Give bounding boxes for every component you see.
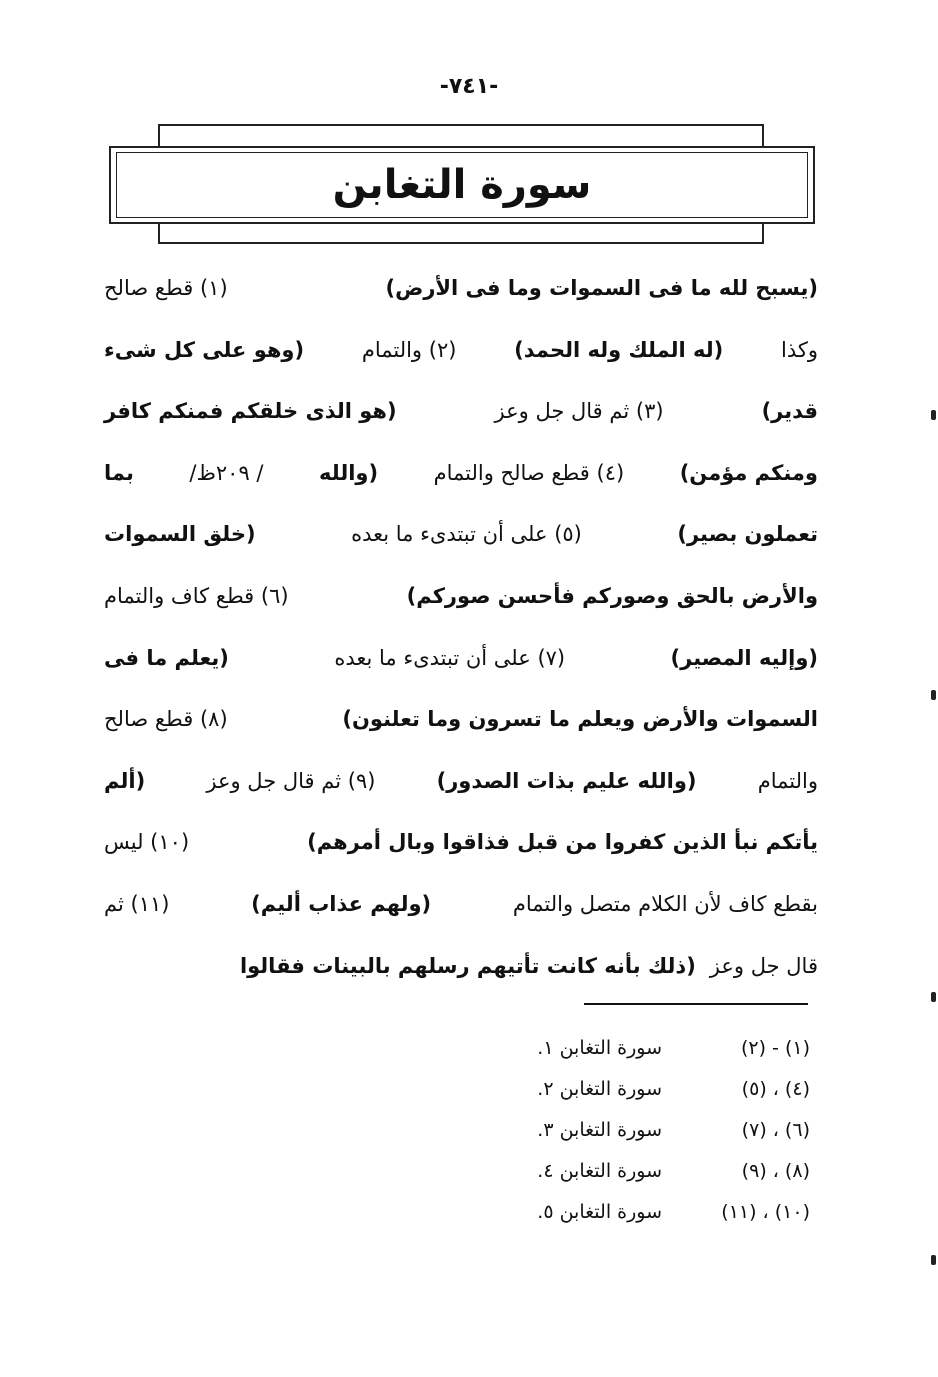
commentary-text: (١١) ثم: [104, 891, 170, 916]
text-line: [104, 874, 818, 936]
page-number: -٧٤١-: [439, 74, 499, 99]
quran-text: يأتكم نبأ الذين كفروا من قبل فذاقوا وبال أمرهم): [307, 830, 818, 855]
surah-title: سورة التغابن: [332, 162, 592, 208]
footnote-refs: (٨) ، (٩): [741, 1160, 810, 1182]
quran-text: ومنكم مؤمن): [679, 460, 818, 485]
footnote-item: [500, 1110, 810, 1151]
footnote-separator: [584, 1003, 808, 1005]
quran-text: (هو الذى خلقكم فمنكم كافر: [104, 399, 397, 424]
quran-text: (والله عليم بذات الصدور): [436, 768, 697, 793]
footnote-item: [500, 1069, 810, 1110]
commentary-text: قال جل وعز: [709, 953, 818, 978]
text-line: [104, 566, 818, 628]
footnote-source: سورة التغابن ٣.: [537, 1119, 662, 1141]
commentary-text: / ٢٠٩ظ/: [189, 460, 264, 485]
quran-text: (يسبح لله ما فى السموات وما فى الأرض): [385, 276, 818, 300]
commentary-text: (٢) والتمام: [361, 337, 457, 362]
commentary-text: (٩) ثم قال جل وعز: [206, 768, 376, 793]
footnote-refs: (١) - (٢): [740, 1037, 810, 1059]
commentary-text: (٥) على أن تبتدىء ما بعده: [351, 522, 582, 547]
quran-text: والأرض بالحق وصوركم فأحسن صوركم): [406, 583, 818, 608]
quran-text: السموات والأرض ويعلم ما تسرون وما تعلنون): [342, 707, 818, 732]
quran-text: (يعلم ما فى: [104, 645, 229, 670]
quran-text: قدير): [761, 399, 818, 424]
commentary-text: (٨) قطع صالح: [104, 707, 228, 732]
text-line: [104, 258, 818, 320]
quran-text: بما: [104, 460, 134, 485]
quran-text: (والله: [319, 460, 379, 485]
commentary-text: (٣) ثم قال جل وعز: [494, 399, 664, 424]
footnote-refs: (٤) ، (٥): [741, 1078, 810, 1100]
footnote-item: [500, 1151, 810, 1192]
commentary-text: (١٠) ليس: [104, 830, 190, 855]
quran-text: (ولهم عذاب أليم): [251, 891, 432, 916]
text-line: [104, 628, 818, 690]
text-line: [104, 689, 818, 751]
footnote-refs: (١٠) ، (١١): [721, 1201, 810, 1223]
text-line: [104, 320, 818, 382]
footnote-item: [500, 1192, 810, 1233]
commentary-text: (٦) قطع كاف والتمام: [104, 583, 289, 608]
margin-mark: [931, 690, 936, 700]
footnote-source: سورة التغابن ٥.: [537, 1201, 662, 1223]
quran-text: (وهو على كل شىء: [104, 337, 305, 362]
text-line: [104, 443, 818, 505]
footnote-item: [500, 1028, 810, 1069]
footnote-refs: (٦) ، (٧): [741, 1119, 810, 1141]
quran-text: تعملون بصير): [677, 522, 818, 547]
text-line: [104, 936, 818, 998]
footnote-source: سورة التغابن ٤.: [537, 1160, 662, 1182]
text-line: [104, 381, 818, 443]
commentary-text: بقطع كاف لأن الكلام متصل والتمام: [512, 891, 818, 916]
footnote-source: سورة التغابن ١.: [537, 1037, 662, 1059]
commentary-text: (٧) على أن تبتدىء ما بعده: [334, 645, 566, 670]
text-line: [104, 504, 818, 566]
footnote-source: سورة التغابن ٢.: [537, 1078, 662, 1100]
margin-mark: [931, 1255, 936, 1265]
text-line: [104, 751, 818, 813]
text-line: [104, 812, 818, 874]
commentary-text: (٤) قطع صالح والتمام: [433, 460, 625, 485]
title-frame-inner: [116, 152, 808, 218]
quran-text: (له الملك وله الحمد): [514, 337, 724, 362]
quran-text: (وإليه المصير): [670, 645, 818, 670]
quran-text: (ألم: [104, 768, 146, 793]
margin-mark: [931, 992, 936, 1002]
quran-text: (خلق السموات: [104, 522, 256, 547]
main-text: [104, 258, 818, 997]
commentary-text: والتمام: [757, 768, 818, 793]
margin-mark: [931, 410, 936, 420]
commentary-text: (١) قطع صالح: [104, 276, 228, 300]
commentary-text: وكذا: [781, 337, 818, 362]
footnotes: [500, 1028, 810, 1233]
quran-text: (ذلك بأنه كانت تأتيهم رسلهم بالبينات فقالوا: [239, 953, 696, 978]
